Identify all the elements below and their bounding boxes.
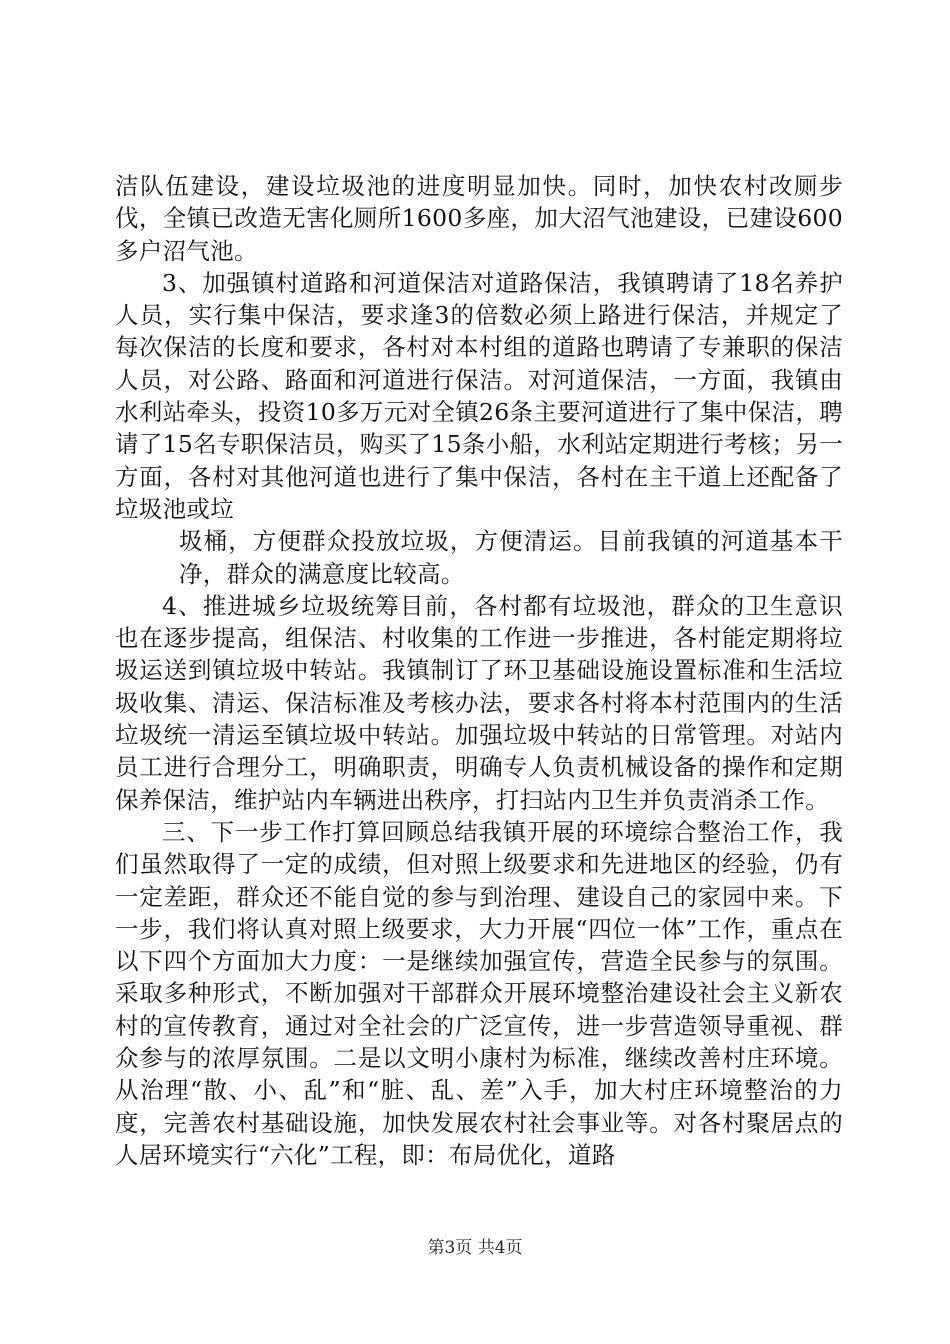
paragraph-continuation: 洁队伍建设，建设垃圾池的进度明显加快。同时，加快农村改厕步伐，全镇已改造无害化厕所1600多座，加大沼气池建设，已建设600多户沼气池。 xyxy=(115,172,843,265)
page-number-footer: 第3页 共4页 xyxy=(427,1238,523,1258)
paragraph-road-river-cleaning: 3、加强镇村道路和河道保洁对道路保洁，我镇聘请了18名养护人员，实行集中保洁，要求逢3的倍数必须上路进行保洁，并规定了每次保洁的长度和要求，各村对本村组的道路也聘请了专兼职的保洁人员，对公路、路面和河道进行保洁。对河道保洁，一方面，我镇由水利站牵头，投资10多万元对全镇26条主要河道进行了集中保洁，聘请了15名专职保洁员，购买了15条小船，水利站定期进行考核；另一方面，各村对其他河道也进行了集中保洁，各村在主干道上还配备了垃圾池或垃 xyxy=(115,268,843,523)
paragraph-next-steps: 三、下一步工作打算回顾总结我镇开展的环境综合整治工作，我们虽然取得了一定的成绩，但对照上级要求和先进地区的经验，仍有一定差距，群众还不能自觉的参与到治理、建设自己的家园中来。下一步，我们将认真对照上级要求，大力开展“四位一体”工作，重点在以下四个方面加大力度：一是继续加强宣传，营造全民参与的氛围。采取多种形式，不断加强对干部群众开展环境整治建设社会主义新农村的宣传教育，通过对全社会的广泛宣传，进一步营造领导重视、群众参与的浓厚氛围。二是以文明小康村为标准，继续改善村庄环境。从治理“散、小、乱”和“脏、乱、差”入手，加大村庄环境整治的力度，完善农村基础设施，加快发展农村社会事业等。对各村聚居点的人居环境实行“六化”工程，即：布局优化，道路 xyxy=(115,817,843,1169)
paragraph-trash-bins: 圾桶，方便群众投放垃圾，方便清运。目前我镇的河道基本干净，群众的满意度比较高。 xyxy=(179,527,843,588)
document-body xyxy=(115,170,843,1171)
paragraph-urban-rural-garbage: 4、推进城乡垃圾统筹目前，各村都有垃圾池，群众的卫生意识也在逐步提高，组保洁、村收集的工作进一步推进，各村能定期将垃圾运送到镇垃圾中转站。我镇制订了环卫基础设施设置标准和生活垃圾收集、清运、保洁标准及考核办法，要求各村将本村范围内的生活垃圾统一清运至镇垃圾中转站。加强垃圾中转站的日常管理。对站内员工进行合理分工，明确职责，明确专人负责机械设备的操作和定期保养保洁，维护站内车辆进出秩序，打扫站内卫生并负责消杀工作。 xyxy=(115,591,843,814)
